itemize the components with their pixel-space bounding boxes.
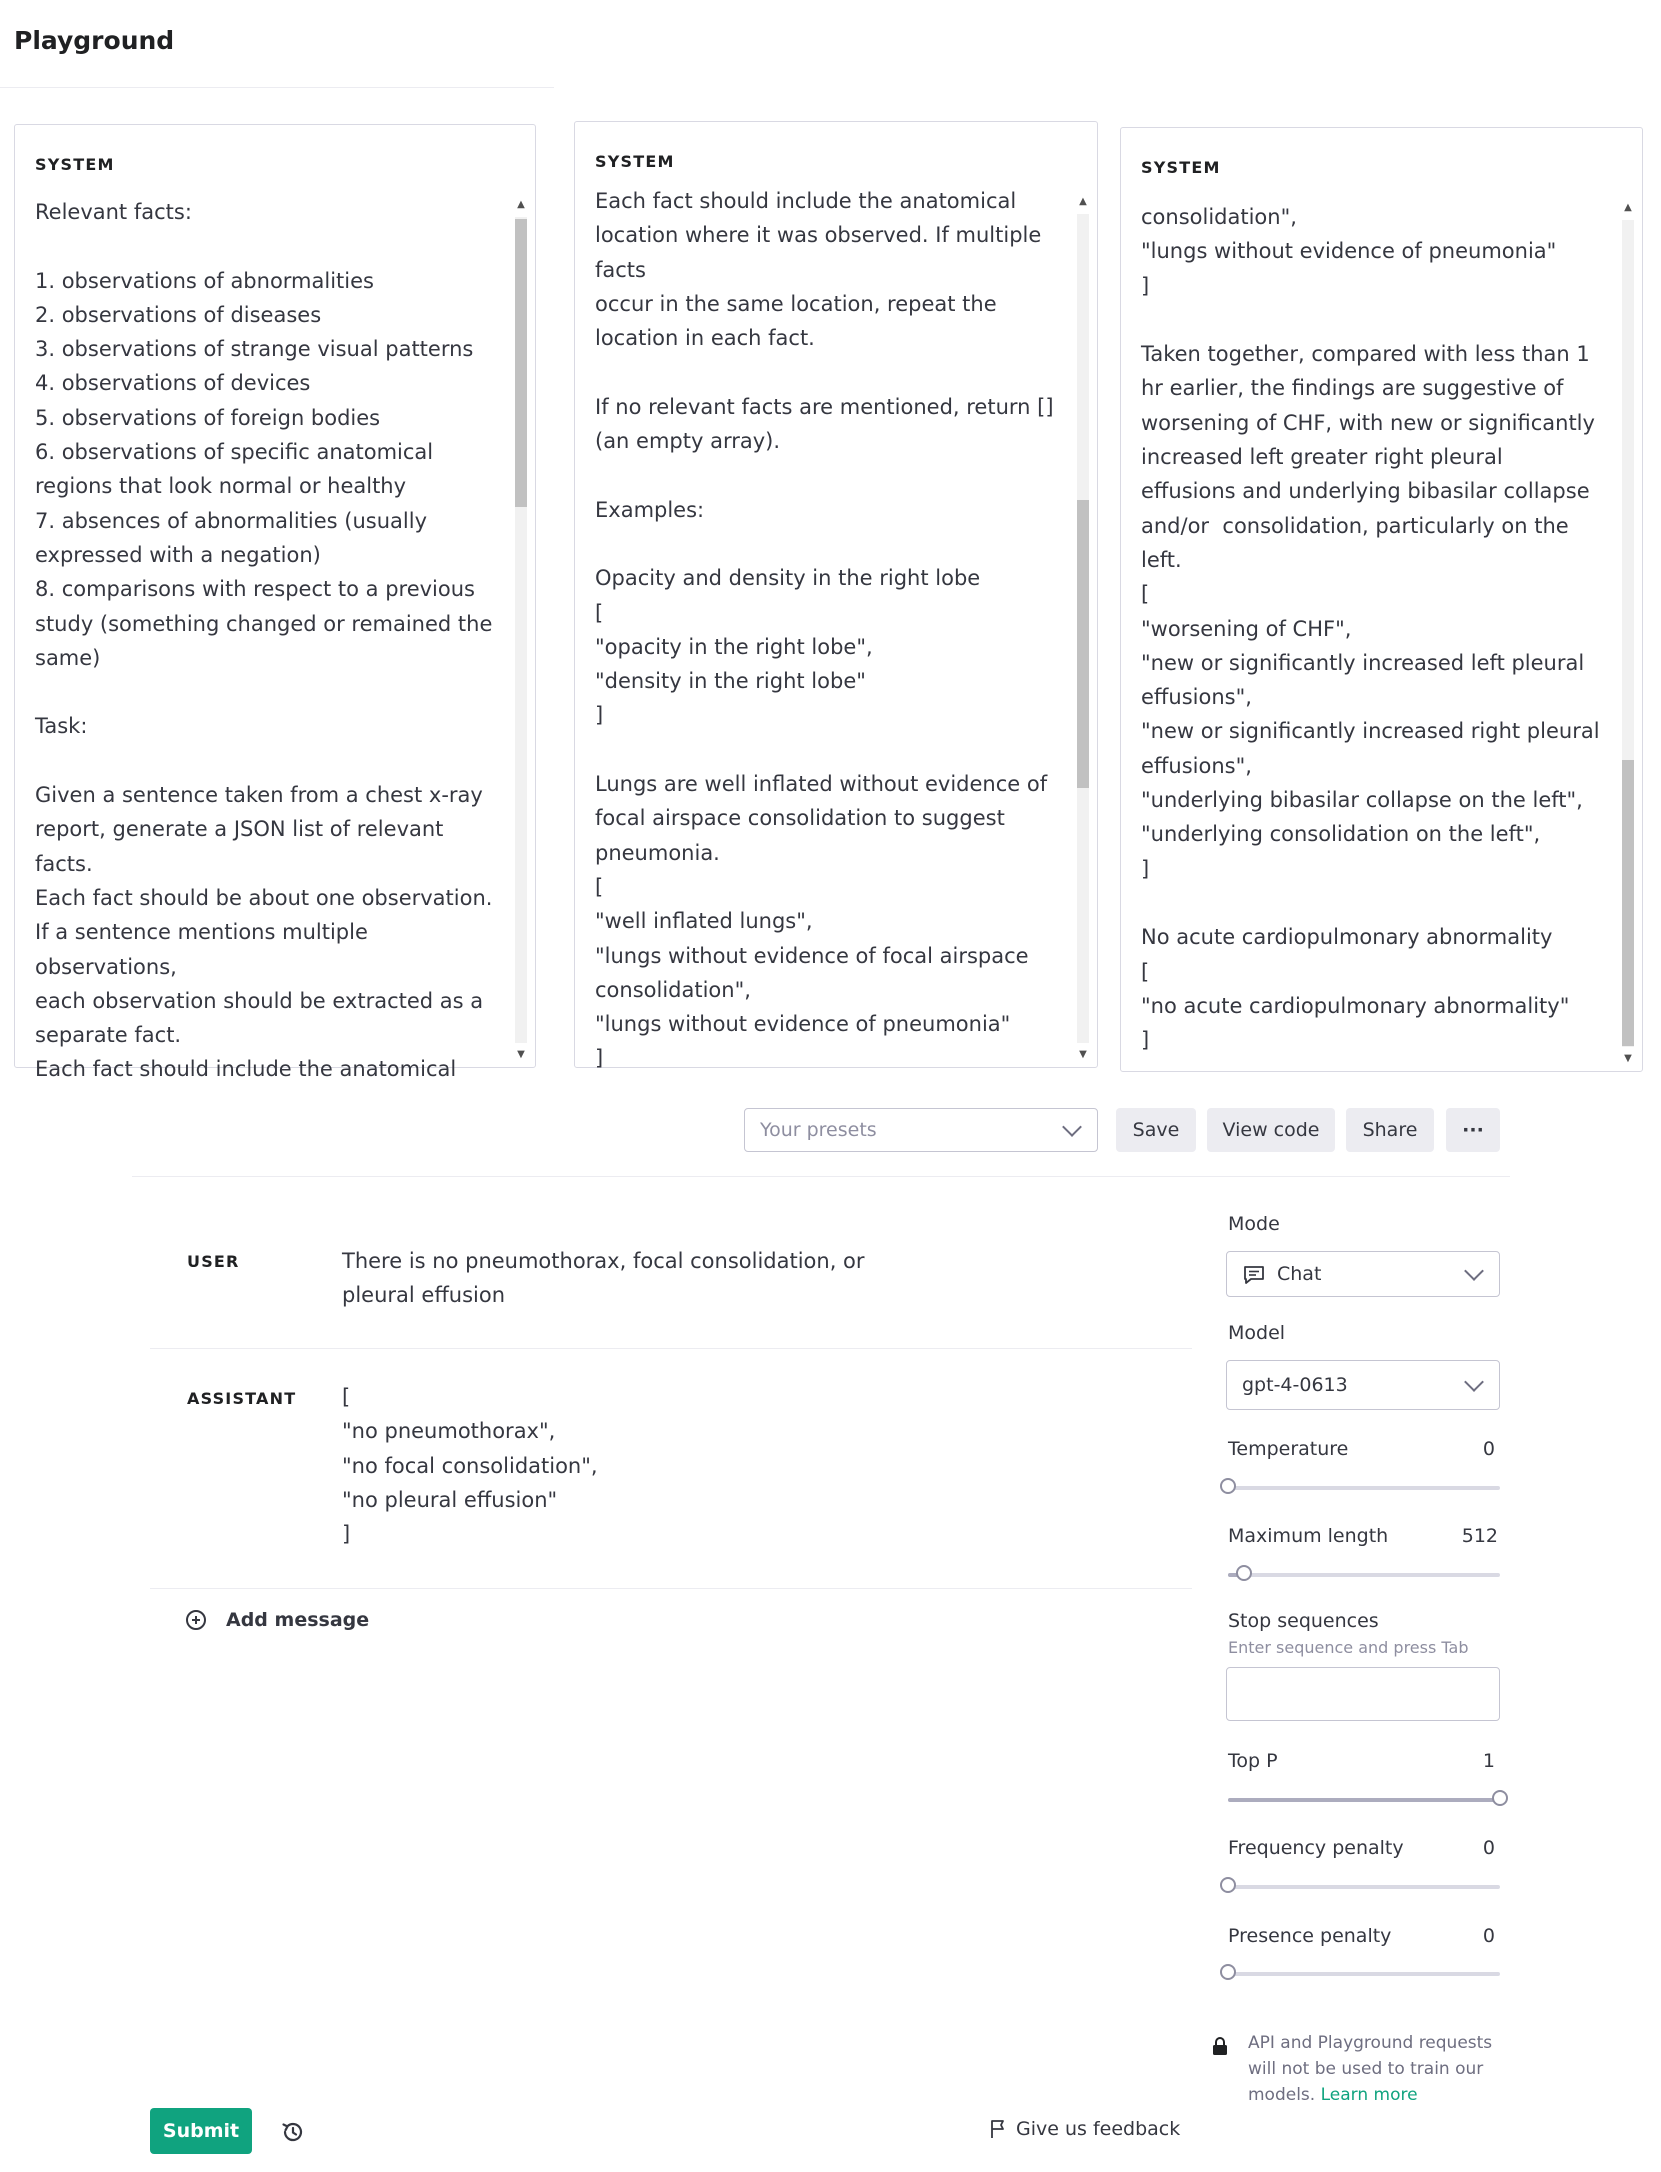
text-line: "no pneumothorax", [342, 1419, 556, 1444]
text-line: "opacity in the right lobe", [595, 634, 873, 659]
text-line: consolidation", [1141, 205, 1297, 229]
text-line: 3. observations of strange visual patterns [35, 337, 474, 362]
feedback-link[interactable] [990, 2118, 1180, 2140]
plus-circle-icon [186, 1610, 206, 1630]
top-p-value[interactable]: 1 [1482, 1750, 1495, 1772]
text-line: ] [595, 703, 604, 728]
text-line: observations, [35, 954, 177, 979]
text-line: Each fact should include the anatomical [595, 189, 1017, 213]
text-line: 1. observations of abnormalities [35, 268, 374, 293]
chat-icon [1243, 1265, 1265, 1285]
text-line [1141, 303, 1602, 337]
text-line [595, 458, 1057, 492]
message-divider [150, 1348, 1192, 1349]
scroll-down-arrow-icon[interactable]: ▼ [1079, 1049, 1087, 1060]
slider-handle[interactable] [1492, 1790, 1508, 1806]
view-code-button[interactable]: View code [1207, 1108, 1335, 1152]
share-button[interactable]: Share [1346, 1108, 1434, 1152]
model-label: Model [1228, 1322, 1286, 1344]
text-line: same) [35, 645, 101, 670]
scroll-up-arrow-icon[interactable]: ▲ [517, 199, 525, 210]
chevron-down-icon [1464, 1372, 1484, 1392]
add-message-button[interactable] [186, 1609, 369, 1631]
frequency-penalty-value[interactable]: 0 [1482, 1837, 1495, 1859]
text-line: 7. absences of abnormalities (usually [35, 508, 428, 533]
text-line: Examples: [595, 497, 705, 522]
system-prompt-text[interactable] [35, 195, 495, 1082]
text-line: [ [1141, 959, 1150, 984]
text-line: Relevant facts: [35, 200, 192, 224]
text-line: pneumonia. [595, 840, 720, 865]
lock-icon [1212, 2036, 1228, 2056]
assistant-message-text[interactable] [342, 1380, 598, 1551]
text-line: "new or significantly increased right pleural [1141, 719, 1600, 744]
text-line: study (something changed or remained the [35, 611, 493, 636]
text-line: worsening of CHF, with new or significantly [1141, 410, 1595, 435]
text-line [1141, 886, 1602, 920]
text-line: "no acute cardiopulmonary abnormality" [1141, 993, 1570, 1018]
max-length-label: Maximum length [1228, 1525, 1389, 1547]
scroll-up-arrow-icon[interactable]: ▲ [1079, 196, 1087, 207]
text-line: Given a sentence taken from a chest x-ray [35, 783, 483, 808]
notice-text: API and Playground requests will not be used to train our models. [1248, 2033, 1493, 2105]
text-line: ] [1141, 856, 1150, 881]
temperature-slider[interactable] [1228, 1486, 1500, 1490]
text-line: regions that look normal or healthy [35, 474, 407, 499]
text-line: "underlying consolidation on the left", [1141, 822, 1541, 847]
stop-sequences-input[interactable] [1226, 1667, 1500, 1721]
mode-label: Mode [1228, 1213, 1280, 1235]
text-line: "density in the right lobe" [595, 669, 866, 694]
text-line: separate fact. [35, 1023, 182, 1048]
text-line [595, 527, 1057, 561]
text-line: [ [342, 1385, 351, 1409]
text-line: effusions and underlying bibasilar collapse [1141, 479, 1590, 504]
presets-placeholder: Your presets [760, 1119, 877, 1141]
system-panel-3[interactable] [1120, 127, 1643, 1072]
more-options-button[interactable]: ··· [1446, 1108, 1500, 1152]
text-line: ] [1141, 273, 1150, 298]
text-line: increased left greater right pleural [1141, 445, 1503, 470]
text-line: 2. observations of diseases [35, 302, 322, 327]
text-line: facts. [35, 851, 93, 876]
message-role-user[interactable]: USER [187, 1252, 240, 1271]
text-line: Opacity and density in the right lobe [595, 566, 981, 591]
text-line: 8. comparisons with respect to a previous [35, 577, 475, 602]
scrollbar[interactable] [1618, 200, 1638, 1067]
text-line: Task: [35, 714, 88, 739]
scroll-down-arrow-icon[interactable]: ▼ [1624, 1053, 1632, 1064]
system-label: SYSTEM [595, 152, 675, 171]
text-line: "worsening of CHF", [1141, 616, 1352, 641]
text-line: focal airspace consolidation to suggest [595, 806, 1005, 831]
message-role-assistant[interactable]: ASSISTANT [187, 1389, 297, 1408]
text-line: report, generate a JSON list of relevant [35, 817, 444, 842]
slider-handle[interactable] [1220, 1478, 1236, 1494]
flag-icon [990, 2119, 1006, 2139]
presets-select[interactable] [744, 1108, 1098, 1152]
learn-more-link[interactable]: Learn more [1320, 2085, 1418, 2105]
system-panel-1[interactable] [14, 124, 536, 1082]
text-line: facts [595, 257, 646, 282]
text-line: each observation should be extracted as a [35, 988, 484, 1013]
temperature-label: Temperature [1228, 1438, 1349, 1460]
page-title: Playground [14, 26, 175, 55]
scroll-thumb[interactable] [1077, 500, 1089, 788]
text-line: consolidation", [595, 977, 751, 1002]
text-line [35, 675, 495, 709]
text-line: 4. observations of devices [35, 371, 311, 396]
text-line: ] [595, 1046, 604, 1071]
text-line: effusions", [1141, 685, 1252, 710]
text-line: No acute cardiopulmonary abnormality [1141, 925, 1553, 950]
scroll-up-arrow-icon[interactable]: ▲ [1624, 202, 1632, 213]
text-line: and/or consolidation, particularly on the [1141, 513, 1569, 538]
temperature-value[interactable]: 0 [1482, 1438, 1495, 1460]
text-line: pleural effusion [342, 1283, 506, 1308]
submit-button[interactable]: Submit [150, 2108, 252, 2154]
top-p-label: Top P [1228, 1750, 1278, 1772]
text-line: ] [342, 1522, 351, 1547]
text-line: "new or significantly increased left pleural [1141, 650, 1585, 675]
text-line: Each fact should be about one observation. [35, 885, 493, 910]
presence-penalty-label: Presence penalty [1228, 1925, 1392, 1947]
text-line: (an empty array). [595, 429, 781, 454]
stop-sequences-hint: Enter sequence and press Tab [1228, 1638, 1469, 1657]
system-label: SYSTEM [35, 155, 115, 174]
text-line: "underlying bibasilar collapse on the left", [1141, 788, 1583, 813]
max-length-slider[interactable] [1228, 1573, 1500, 1577]
privacy-notice [1248, 2030, 1508, 2108]
text-line: "lungs without evidence of focal airspace [595, 943, 1029, 968]
text-line: "lungs without evidence of pneumonia" [1141, 239, 1557, 264]
text-line [35, 229, 495, 263]
scrollbar[interactable] [1073, 194, 1093, 1063]
text-line: expressed with a negation) [35, 542, 321, 567]
title-divider [0, 87, 554, 88]
presence-penalty-slider[interactable] [1228, 1972, 1500, 1976]
text-line: 5. observations of foreign bodies [35, 405, 381, 430]
scroll-down-arrow-icon[interactable]: ▼ [517, 1049, 525, 1060]
text-line: left. [1141, 547, 1182, 572]
scroll-thumb[interactable] [1622, 760, 1634, 1046]
presence-penalty-value[interactable]: 0 [1482, 1925, 1495, 1947]
text-line: There is no pneumothorax, focal consolidation, or [342, 1249, 865, 1273]
history-icon[interactable] [280, 2119, 306, 2145]
text-line: Each fact should include the anatomical [35, 1057, 457, 1082]
text-line: "no pleural effusion" [342, 1487, 558, 1512]
system-prompt-text[interactable] [595, 184, 1057, 1071]
add-message-label: Add message [226, 1609, 370, 1631]
text-line [595, 355, 1057, 389]
slider-handle[interactable] [1220, 1877, 1236, 1893]
chevron-down-icon [1464, 1261, 1484, 1281]
stop-sequences-label: Stop sequences [1228, 1610, 1379, 1632]
text-line: [ [1141, 582, 1150, 607]
text-line: [ [595, 600, 604, 625]
model-value: gpt-4-0613 [1242, 1374, 1348, 1396]
mode-value: Chat [1277, 1263, 1322, 1285]
top-p-slider[interactable] [1228, 1798, 1500, 1802]
text-line: "lungs without evidence of pneumonia" [595, 1012, 1011, 1037]
text-line: If a sentence mentions multiple [35, 920, 368, 945]
text-line: effusions", [1141, 753, 1252, 778]
toolbar-divider [132, 1176, 1510, 1177]
scroll-thumb[interactable] [515, 219, 527, 507]
system-panel-2[interactable] [574, 121, 1098, 1071]
max-length-value[interactable]: 512 [1461, 1525, 1498, 1547]
feedback-label: Give us feedback [1016, 2118, 1181, 2140]
model-select[interactable] [1226, 1360, 1500, 1410]
frequency-penalty-label: Frequency penalty [1228, 1837, 1404, 1859]
slider-handle[interactable] [1236, 1565, 1252, 1581]
save-button[interactable]: Save [1116, 1108, 1196, 1152]
slider-fill [1228, 1798, 1500, 1802]
text-line [595, 733, 1057, 767]
chevron-down-icon [1062, 1117, 1082, 1137]
text-line [35, 744, 495, 778]
text-line: location where it was observed. If multiple [595, 223, 1042, 248]
text-line: occur in the same location, repeat the [595, 291, 997, 316]
text-line: [ [595, 874, 604, 899]
system-label: SYSTEM [1141, 158, 1221, 177]
text-line: Taken together, compared with less than 1 [1141, 342, 1590, 367]
text-line: "no focal consolidation", [342, 1453, 598, 1478]
system-prompt-text[interactable] [1141, 200, 1602, 1067]
text-line: location in each fact. [595, 326, 815, 351]
text-line: hr earlier, the findings are suggestive of [1141, 376, 1564, 401]
text-line: ] [1141, 1028, 1150, 1053]
text-line: If no relevant facts are mentioned, return [] [595, 394, 1054, 419]
text-line: "well inflated lungs", [595, 909, 813, 934]
text-line: 6. observations of specific anatomical [35, 440, 434, 465]
user-message-text[interactable] [342, 1244, 865, 1313]
text-line: Lungs are well inflated without evidence of [595, 772, 1048, 797]
message-divider [150, 1588, 1192, 1589]
slider-handle[interactable] [1220, 1964, 1236, 1980]
frequency-penalty-slider[interactable] [1228, 1885, 1500, 1889]
scrollbar[interactable] [511, 197, 531, 1063]
mode-select[interactable] [1226, 1251, 1500, 1297]
